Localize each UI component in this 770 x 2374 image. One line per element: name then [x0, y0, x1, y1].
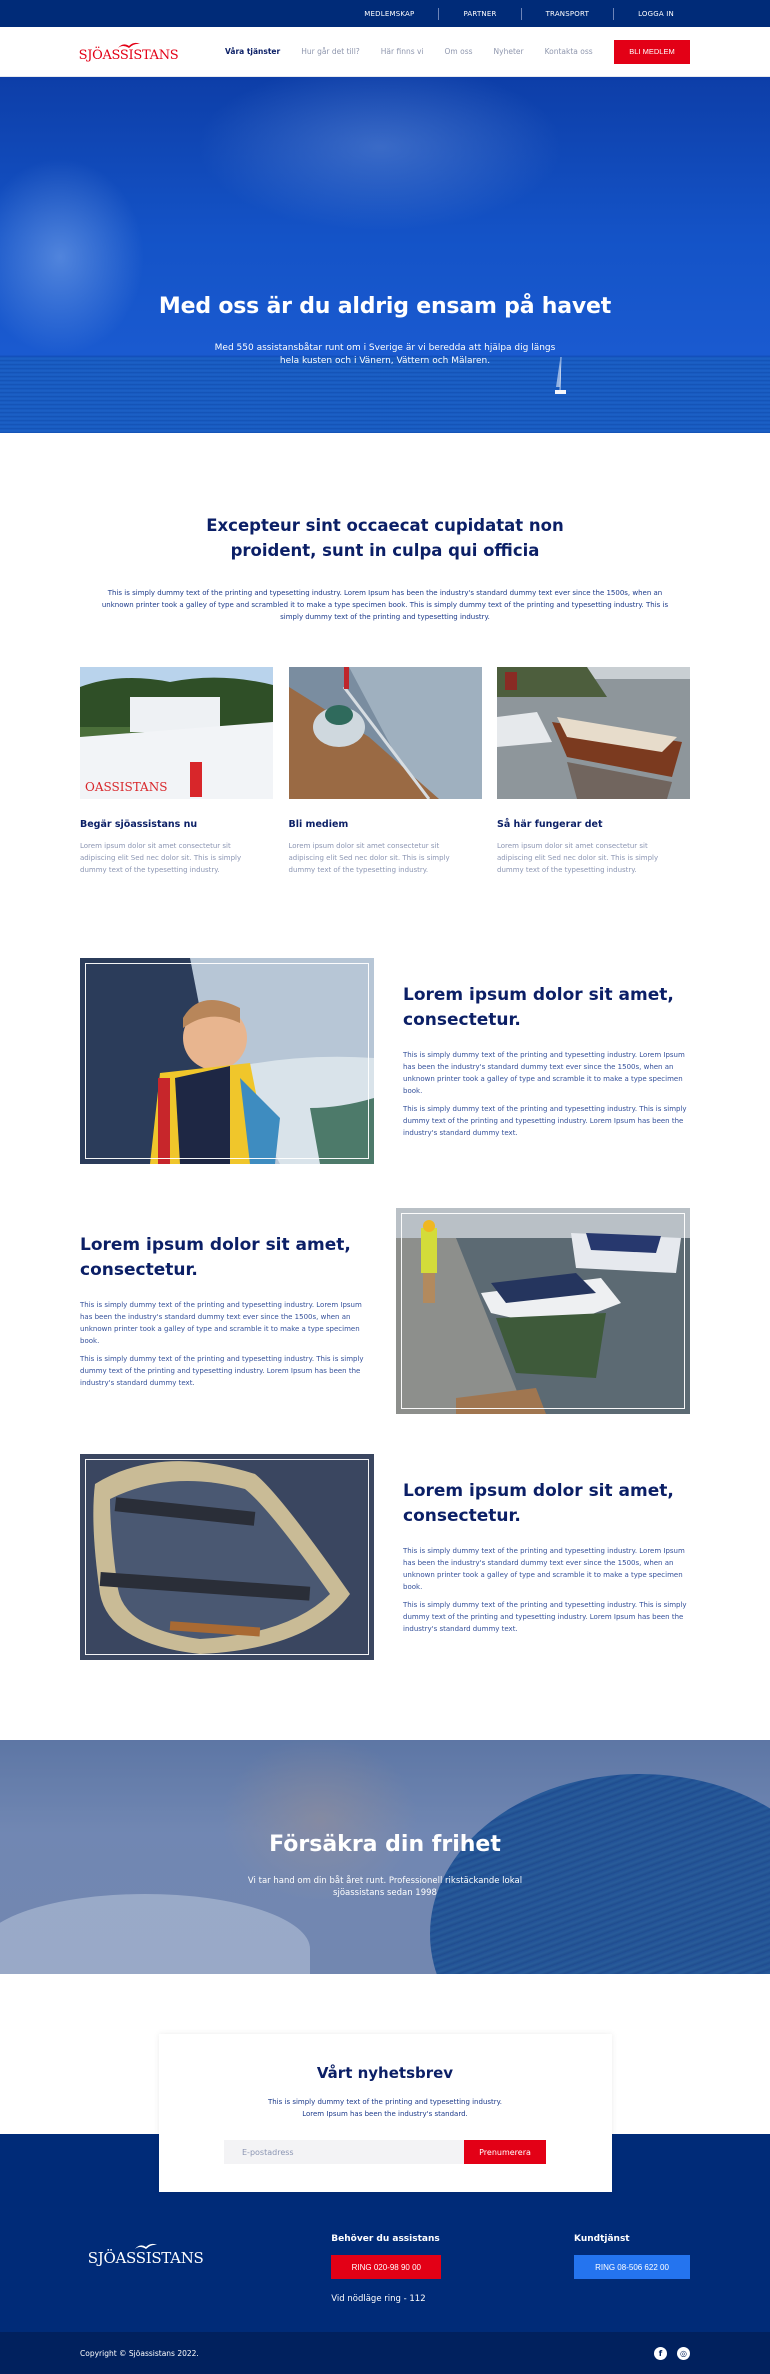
- nav-item-news[interactable]: Nyheter: [493, 47, 524, 56]
- feature-row: [0, 1208, 770, 1414]
- feature-text: [403, 1479, 690, 1635]
- nav-links: [225, 47, 614, 56]
- card-title: Begär sjöassistans nu: [80, 819, 198, 830]
- footer-logo-wordmark: SJÖASSISTANS: [87, 2249, 204, 2267]
- insurance-banner: [0, 1740, 770, 1974]
- intro-body: This is simply dummy text of the printing and typesetting industry. Lorem Ipsum has been the industry's standard dummy text ever since the 1500s, when an unknown printer took a galley of type and scrambled it to make a type specimen book. This is simply dummy text of the printing and typesetting industry. This is simply dummy text of the printing and typesetting industry.: [101, 589, 669, 621]
- nav-item-services[interactable]: Våra tjänster: [225, 47, 281, 56]
- service-cards: [0, 623, 770, 876]
- card-text: Lorem ipsum dolor sit amet consectetur sit adipiscing elit Sed nec dolor sit. This is simply dummy text of the typesetting industry.: [288, 842, 450, 874]
- hero-sea-image: [0, 357, 770, 433]
- top-utility-bar: [0, 0, 770, 27]
- intro-title-line: Excepteur sint occaecat cupidatat non: [206, 516, 564, 535]
- footer-main: [0, 2192, 770, 2304]
- hero-subtitle-line: hela kusten och i Vänern, Vättern och Mälaren.: [279, 356, 491, 366]
- intro-section: [0, 433, 770, 623]
- customer-service-column: [574, 2234, 690, 2304]
- service-card[interactable]: [80, 667, 273, 876]
- card-title: Bli mediem: [288, 819, 349, 830]
- feature-paragraph: This is simply dummy text of the printing and typesetting industry. This is simply dummy text of the printing and typesetting industry. Lorem Ipsum has been the industry's standard dummy text.: [403, 1601, 687, 1633]
- feature-title: Lorem ipsum dolor sit amet, consectetur.: [403, 1481, 674, 1526]
- card-text: Lorem ipsum dolor sit amet consectetur sit adipiscing elit Sed nec dolor sit. This is simply dummy text of the typesetting industry.: [80, 842, 242, 874]
- hero-subtitle-line: Med 550 assistansbåtar runt om i Sverige är vi beredda att hjälpa dig längs: [214, 343, 556, 353]
- site-logo[interactable]: [80, 41, 177, 62]
- facebook-icon[interactable]: f: [654, 2347, 667, 2360]
- feature-paragraph: This is simply dummy text of the printing and typesetting industry. This is simply dummy text of the printing and typesetting industry. Lorem Ipsum has been the industry's standard dummy text.: [403, 1105, 687, 1137]
- newsletter-text-line: Lorem Ipsum has been the industry's standard.: [302, 2110, 468, 2118]
- hero-section: [0, 77, 770, 433]
- footer-logo[interactable]: [80, 2242, 211, 2304]
- newsletter-box: [159, 2034, 612, 2192]
- service-card[interactable]: [289, 667, 482, 876]
- topbar-link-login[interactable]: LOGGA IN: [613, 8, 698, 20]
- assistance-column: [331, 2234, 570, 2304]
- call-customer-service-button[interactable]: RING 08-506 622 00: [574, 2255, 690, 2279]
- image-frame: [85, 963, 369, 1159]
- topbar-link-partner[interactable]: PARTNER: [438, 8, 520, 20]
- hero-subtitle: [0, 342, 770, 368]
- feature-paragraph: This is simply dummy text of the printing and typesetting industry. Lorem Ipsum has been the industry's standard dummy text ever since the 1500s, when an unknown printer took a galley of type and scramble it to make a type specimen book.: [80, 1301, 362, 1345]
- image-frame: [401, 1213, 685, 1409]
- instagram-icon[interactable]: ◎: [677, 2347, 690, 2360]
- emergency-note: Vid nödläge ring - 112: [331, 2294, 426, 2304]
- feature-title: Lorem ipsum dolor sit amet, consectetur.: [80, 1235, 351, 1280]
- feature-text: [80, 1233, 367, 1389]
- feature-image: [396, 1208, 690, 1414]
- hero-title: Med oss är du aldrig ensam på havet: [158, 294, 612, 319]
- feature-image: [80, 958, 374, 1164]
- assistance-heading: Behöver du assistans: [331, 2234, 440, 2244]
- feature-title: Lorem ipsum dolor sit amet, consectetur.: [403, 985, 674, 1030]
- feature-paragraph: This is simply dummy text of the printing and typesetting industry. Lorem Ipsum has been the industry's standard dummy text ever since the 1500s, when an unknown printer took a galley of type and scramble it to make a type specimen book.: [403, 1547, 685, 1591]
- feature-paragraph: This is simply dummy text of the printing and typesetting industry. Lorem Ipsum has been the industry's standard dummy text ever since the 1500s, when an unknown printer took a galley of type and scramble it to make a type specimen book.: [403, 1051, 685, 1095]
- svg-text:OASSISTANS: OASSISTANS: [85, 780, 168, 794]
- newsletter-text: [159, 2096, 612, 2120]
- email-input[interactable]: [224, 2140, 464, 2164]
- topbar-link-membership[interactable]: MEDLEMSKAP: [364, 9, 415, 18]
- customer-service-heading: Kundtjänst: [574, 2234, 630, 2244]
- footer-area: [0, 2034, 770, 2374]
- newsletter-title: Vårt nyhetsbrev: [316, 2064, 454, 2082]
- topbar-link-transport[interactable]: TRANSPORT: [521, 8, 614, 20]
- intro-title: [0, 513, 770, 563]
- nav-item-how-it-works[interactable]: Hur går det till?: [301, 47, 360, 56]
- banner-subtitle-line: Vi tar hand om din båt året runt. Professionell rikstäckande lokal: [247, 1876, 523, 1886]
- rescue-boat-image: [80, 667, 273, 799]
- subscribe-button[interactable]: Prenumerera: [464, 2140, 546, 2164]
- social-links: [654, 2347, 690, 2360]
- banner-overlay: [0, 1740, 770, 1974]
- image-frame: [85, 1459, 369, 1655]
- feature-row: [0, 1454, 770, 1660]
- service-card[interactable]: [497, 667, 690, 876]
- card-title: Så här fungerar det: [497, 819, 603, 830]
- banner-subtitle-line: sjöassistans sedan 1998: [333, 1888, 437, 1898]
- banner-subtitle: [0, 1875, 770, 1899]
- card-text: Lorem ipsum dolor sit amet consectetur sit adipiscing elit Sed nec dolor sit. This is simply dummy text of the typesetting industry.: [497, 842, 659, 874]
- newsletter-text-line: This is simply dummy text of the printing and typesetting industry.: [267, 2098, 503, 2106]
- main-navigation: [0, 27, 770, 77]
- feature-paragraph: This is simply dummy text of the printing and typesetting industry. This is simply dummy text of the printing and typesetting industry. Lorem Ipsum has been the industry's standard dummy text.: [80, 1355, 364, 1387]
- nav-item-about[interactable]: Om oss: [444, 47, 473, 56]
- banner-title: Försäkra din frihet: [269, 1832, 501, 1857]
- sailboat-deck-image: [289, 667, 482, 799]
- become-member-button[interactable]: BLI MEDLEM: [614, 40, 690, 64]
- footer-bottom-bar: [0, 2332, 770, 2374]
- intro-title-line: proident, sunt in culpa qui officia: [230, 541, 540, 560]
- nav-item-contact[interactable]: Kontakta oss: [544, 47, 593, 56]
- sinking-boat-image: [497, 667, 690, 799]
- newsletter-form: [159, 2140, 612, 2164]
- feature-text: [403, 983, 690, 1139]
- nav-item-locations[interactable]: Här finns vi: [380, 47, 424, 56]
- feature-image: [80, 1454, 374, 1660]
- call-assistance-button[interactable]: RING 020-98 90 00: [331, 2255, 441, 2279]
- logo-wordmark: SJÖASSISTANS: [78, 48, 179, 63]
- copyright-text: Copyright © Sjöassistans 2022.: [80, 2348, 199, 2358]
- feature-row: [0, 958, 770, 1164]
